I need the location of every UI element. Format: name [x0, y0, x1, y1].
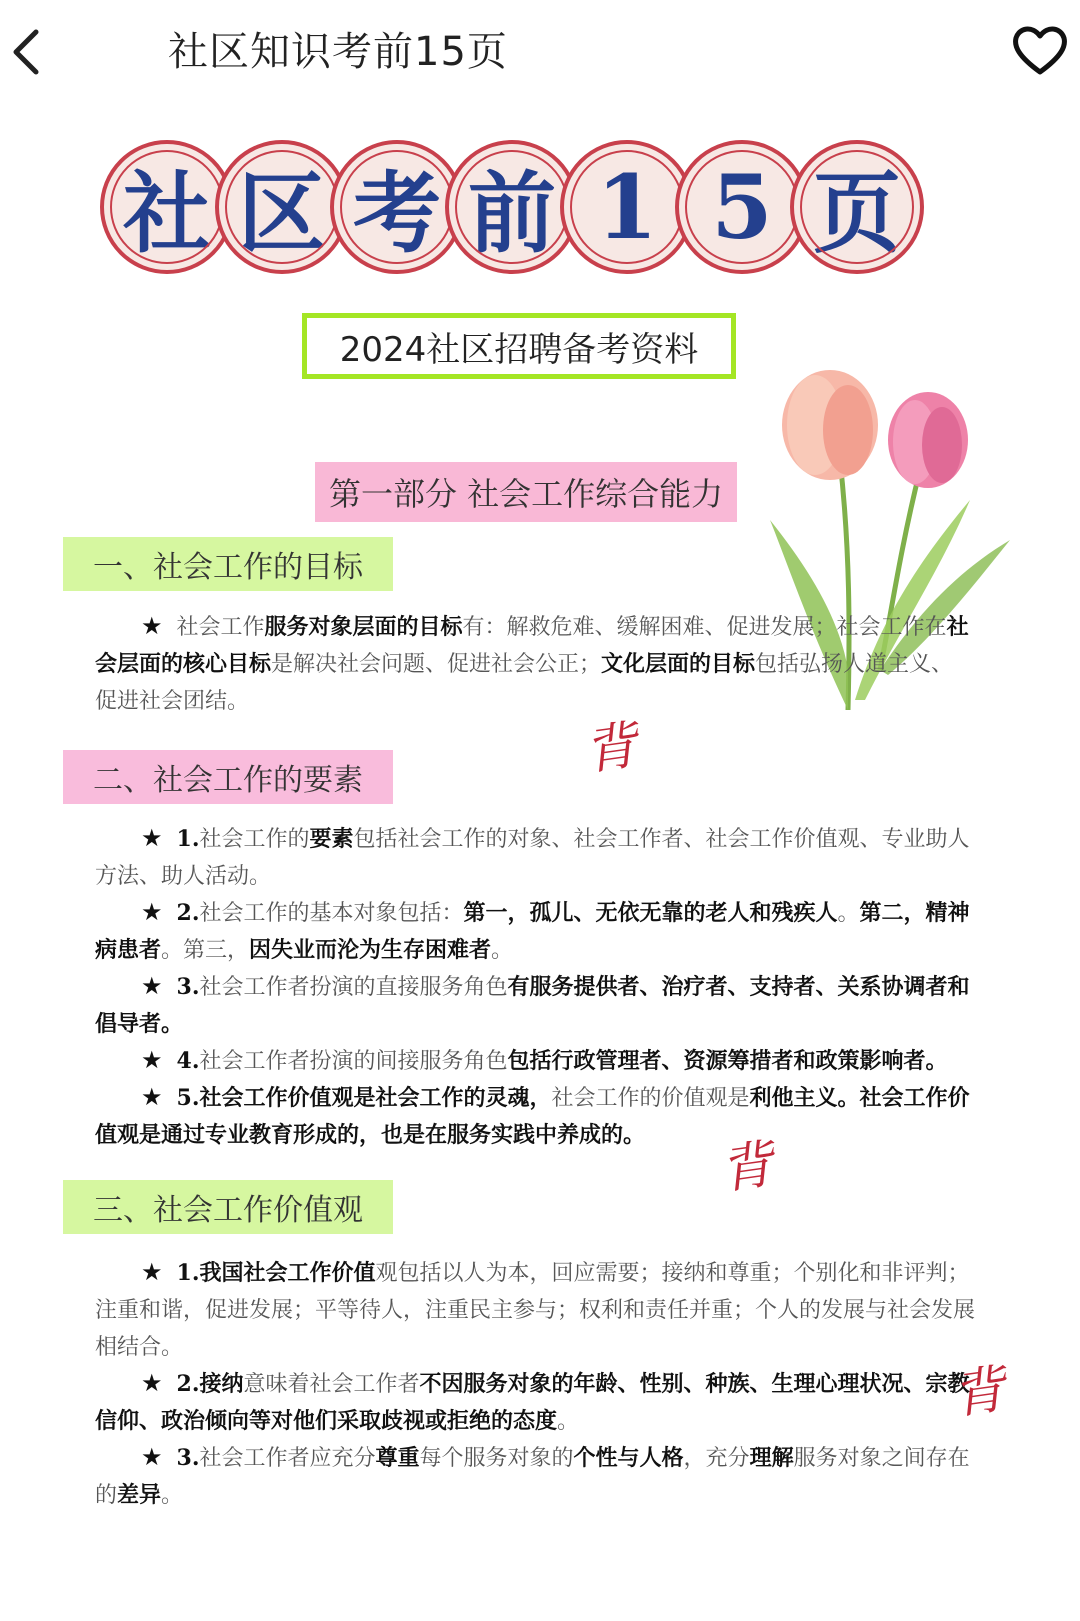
bold-text: 理解: [749, 1445, 794, 1471]
text: 。: [161, 1483, 184, 1508]
text: 。第三，: [161, 938, 250, 963]
star-icon: ★: [141, 1083, 163, 1111]
text: 。: [557, 1409, 580, 1434]
part-title: 第一部分 社会工作综合能力: [315, 462, 737, 522]
text: 是解决社会问题、促进社会公正；: [271, 652, 602, 677]
star-icon: ★: [141, 1046, 163, 1074]
bold-text: 5.社会工作价值观是社会工作的灵魂，: [176, 1085, 552, 1111]
text: 社会工作者扮演的直接服务角色: [199, 975, 508, 1000]
bold-text: 1.: [176, 826, 200, 852]
section-heading-elements: 二、社会工作的要素: [63, 750, 393, 804]
star-icon: ★: [141, 824, 163, 852]
text: 社会工作者应充分: [199, 1446, 376, 1471]
text: 社会工作的价值观是: [551, 1086, 750, 1111]
text: 社会工作: [176, 615, 265, 640]
banner-char: 1: [560, 140, 694, 274]
bold-text: 4.: [176, 1048, 200, 1074]
bold-text: 2.接纳: [176, 1371, 244, 1397]
star-icon: ★: [141, 1369, 163, 1397]
banner-char: 前: [445, 140, 579, 274]
paragraph: [95, 1042, 975, 1080]
text: ，充分: [683, 1446, 750, 1471]
section-heading-values: 三、社会工作价值观: [63, 1180, 393, 1234]
bold-text: 文化层面的目标: [601, 651, 756, 677]
text: 每个服务对象的: [419, 1446, 574, 1471]
section-heading-goals: 一、社会工作的目标: [63, 537, 393, 591]
banner-char: 社: [100, 140, 234, 274]
bold-text: 第二，精神病患者: [95, 900, 970, 963]
text: 。: [837, 901, 860, 926]
star-icon: ★: [141, 898, 163, 926]
banner-char: 页: [790, 140, 924, 274]
bold-text: 要素: [309, 826, 354, 852]
text: 包括社会工作的对象、社会工作者、社会工作价值观、专业助人方法、助人活动。: [95, 827, 970, 889]
bold-text: 第一，孤儿、无依无靠的老人和残疾人: [463, 900, 838, 926]
chevron-left-icon[interactable]: [6, 24, 50, 80]
paragraph: [95, 608, 975, 720]
paragraph: [95, 1365, 975, 1440]
paragraph: [95, 894, 975, 969]
text: 社会工作的: [199, 827, 310, 852]
memorize-mark: 背: [716, 1134, 777, 1202]
text: 服务对象之间存在的: [95, 1446, 970, 1508]
bold-text: 服务对象层面的目标: [264, 614, 463, 640]
paragraph: [95, 968, 975, 1043]
bold-text: 因失业而沦为生存困难者: [249, 937, 492, 963]
page-title: 社区知识考前15页: [168, 29, 508, 75]
paragraph: [95, 1439, 975, 1514]
banner-char: 5: [675, 140, 809, 274]
title-banner: [100, 140, 960, 290]
text: 包括弘扬人道主义、促进社会团结。: [95, 652, 954, 714]
bold-text: 社会层面的核心目标: [95, 614, 969, 677]
bold-text: 不因服务对象的年龄、性别、种族、生理心理状况、宗教信仰、政治倾向等对他们采取歧视或拒绝的态度: [95, 1371, 970, 1434]
paragraph: [95, 1079, 975, 1154]
star-icon: ★: [141, 1258, 163, 1286]
star-icon: ★: [141, 972, 163, 1000]
bold-text: 尊重: [375, 1445, 420, 1471]
paragraph: [95, 1254, 975, 1366]
memorize-mark: 背: [948, 1359, 1009, 1427]
banner-char: 考: [330, 140, 464, 274]
bold-text: 3.: [176, 974, 200, 1000]
text: 意味着社会工作者: [243, 1372, 420, 1397]
bold-text: 包括行政管理者、资源筹措者和政策影响者。: [507, 1048, 948, 1074]
top-nav-bar: [0, 0, 1080, 100]
heart-icon[interactable]: [1010, 20, 1070, 80]
subtitle-box: 2024社区招聘备考资料: [302, 313, 736, 379]
bold-text: 1.我国社会工作价值: [176, 1260, 376, 1286]
text: 社会工作的基本对象包括：: [199, 901, 464, 926]
paragraph: [95, 820, 975, 895]
text: 社会工作者扮演的间接服务角色: [199, 1049, 508, 1074]
bold-text: 差异: [117, 1482, 162, 1508]
text: 。: [491, 938, 514, 963]
text: 有：解救危难、缓解困难、促进发展；社会工作在: [462, 615, 947, 640]
text: 观包括以人为本，回应需要；接纳和尊重；个别化和非评判；注重和谐，促进发展；平等待人，注重民主参与；权利和责任并重；个人的发展与社会发展相结合。: [95, 1261, 976, 1360]
bold-text: 个性与人格: [573, 1445, 684, 1471]
bold-text: 3.: [176, 1445, 200, 1471]
banner-char: 区: [215, 140, 349, 274]
bold-text: 2.: [176, 900, 200, 926]
star-icon: ★: [141, 1443, 163, 1471]
memorize-mark: 背: [580, 715, 641, 783]
star-icon: ★: [141, 612, 163, 640]
bold-text: 利他主义。社会工作价值观是通过专业教育形成的，也是在服务实践中养成的。: [95, 1085, 970, 1148]
bold-text: 有服务提供者、治疗者、支持者、关系协调者和倡导者。: [95, 974, 970, 1037]
